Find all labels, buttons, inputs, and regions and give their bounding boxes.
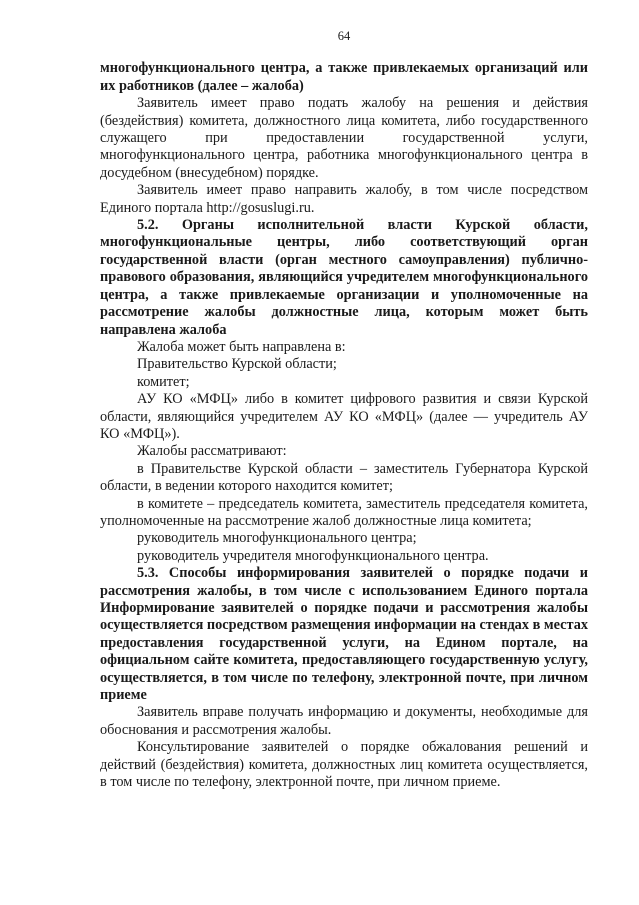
section-heading-5-2: 5.2. Органы исполнительной власти Курской области, многофункциональные центры, либо соответствующий орган государственной власти (орган местного самоуправления) публично-правового образования, являющийся учредителем многофункционального центра, а также привлекаемые организации и уполномоченные на рассмотрение жалобы должностные лица, которым может быть направлена жалоба: [100, 217, 588, 338]
list-item-committee: комитет;: [137, 373, 190, 390]
paragraph-may-be-sent: Жалоба может быть направлена в:: [137, 338, 346, 355]
list-item-reviewer-committee: в комитете – председатель комитета, заместитель председателя комитета, уполномоченные на рассмотрение жалоб должностные лица комитета;: [100, 495, 588, 529]
document-page: [100, 28, 588, 791]
list-item-mfc: АУ КО «МФЦ» либо в комитет цифрового развития и связи Курской области, являющийся учредителем АУ КО «МФЦ» (далее — учредитель АУ КО «МФЦ»).: [100, 391, 588, 442]
paragraph-consultation: Консультирование заявителей о порядке обжалования решений и действий (бездействия) комитета, должностных лиц комитета осуществляется, в том числе по телефону, электронной почте, при личном приеме.: [100, 739, 588, 791]
paragraph-portal: Заявитель имеет право направить жалобу, в том числе посредством Единого портала http://gosuslugi.ru.: [100, 182, 588, 216]
list-item-reviewer-mfc-head: руководитель многофункционального центра;: [137, 530, 417, 547]
section-heading-5-3: 5.3. Способы информирования заявителей о порядке подачи и рассмотрения жалобы, в том числе с использованием Единого портала Информирование заявителей о порядке подачи и рассмотрения жалобы осуществляется посредством размещения информации на стендах в местах предоставления государственной услуги, на Едином портале, на официальном сайте комитета, предоставляющего государственную услугу, осуществляется, в том числе по телефону, электронной почте, при личном приеме: [100, 565, 588, 704]
paragraph-right-to-complain: Заявитель имеет право подать жалобу на решения и действия (бездействия) комитета, должностного лица комитета, либо государственного служащего при предоставлении государственной услуги, многофункционального центра, работника многофункционального центра в досудебном (внесудебном) порядке.: [100, 95, 588, 181]
list-item-reviewer-government: в Правительстве Курской области – заместитель Губернатора Курской области, в ведении которого находится комитет;: [100, 460, 588, 495]
list-item-government: Правительство Курской области;: [137, 356, 337, 373]
page-number: 64: [337, 29, 351, 43]
paragraph-right-to-information: Заявитель вправе получать информацию и документы, необходимые для обоснования и рассмотрения жалобы.: [100, 704, 588, 738]
paragraph-reviewers: Жалобы рассматривают:: [137, 443, 287, 460]
list-item-reviewer-founder-head: руководитель учредителя многофункционального центра.: [137, 547, 489, 564]
heading-continuation: многофункционального центра, а также привлекаемых организаций или их работников (далее – жалоба): [100, 60, 588, 94]
